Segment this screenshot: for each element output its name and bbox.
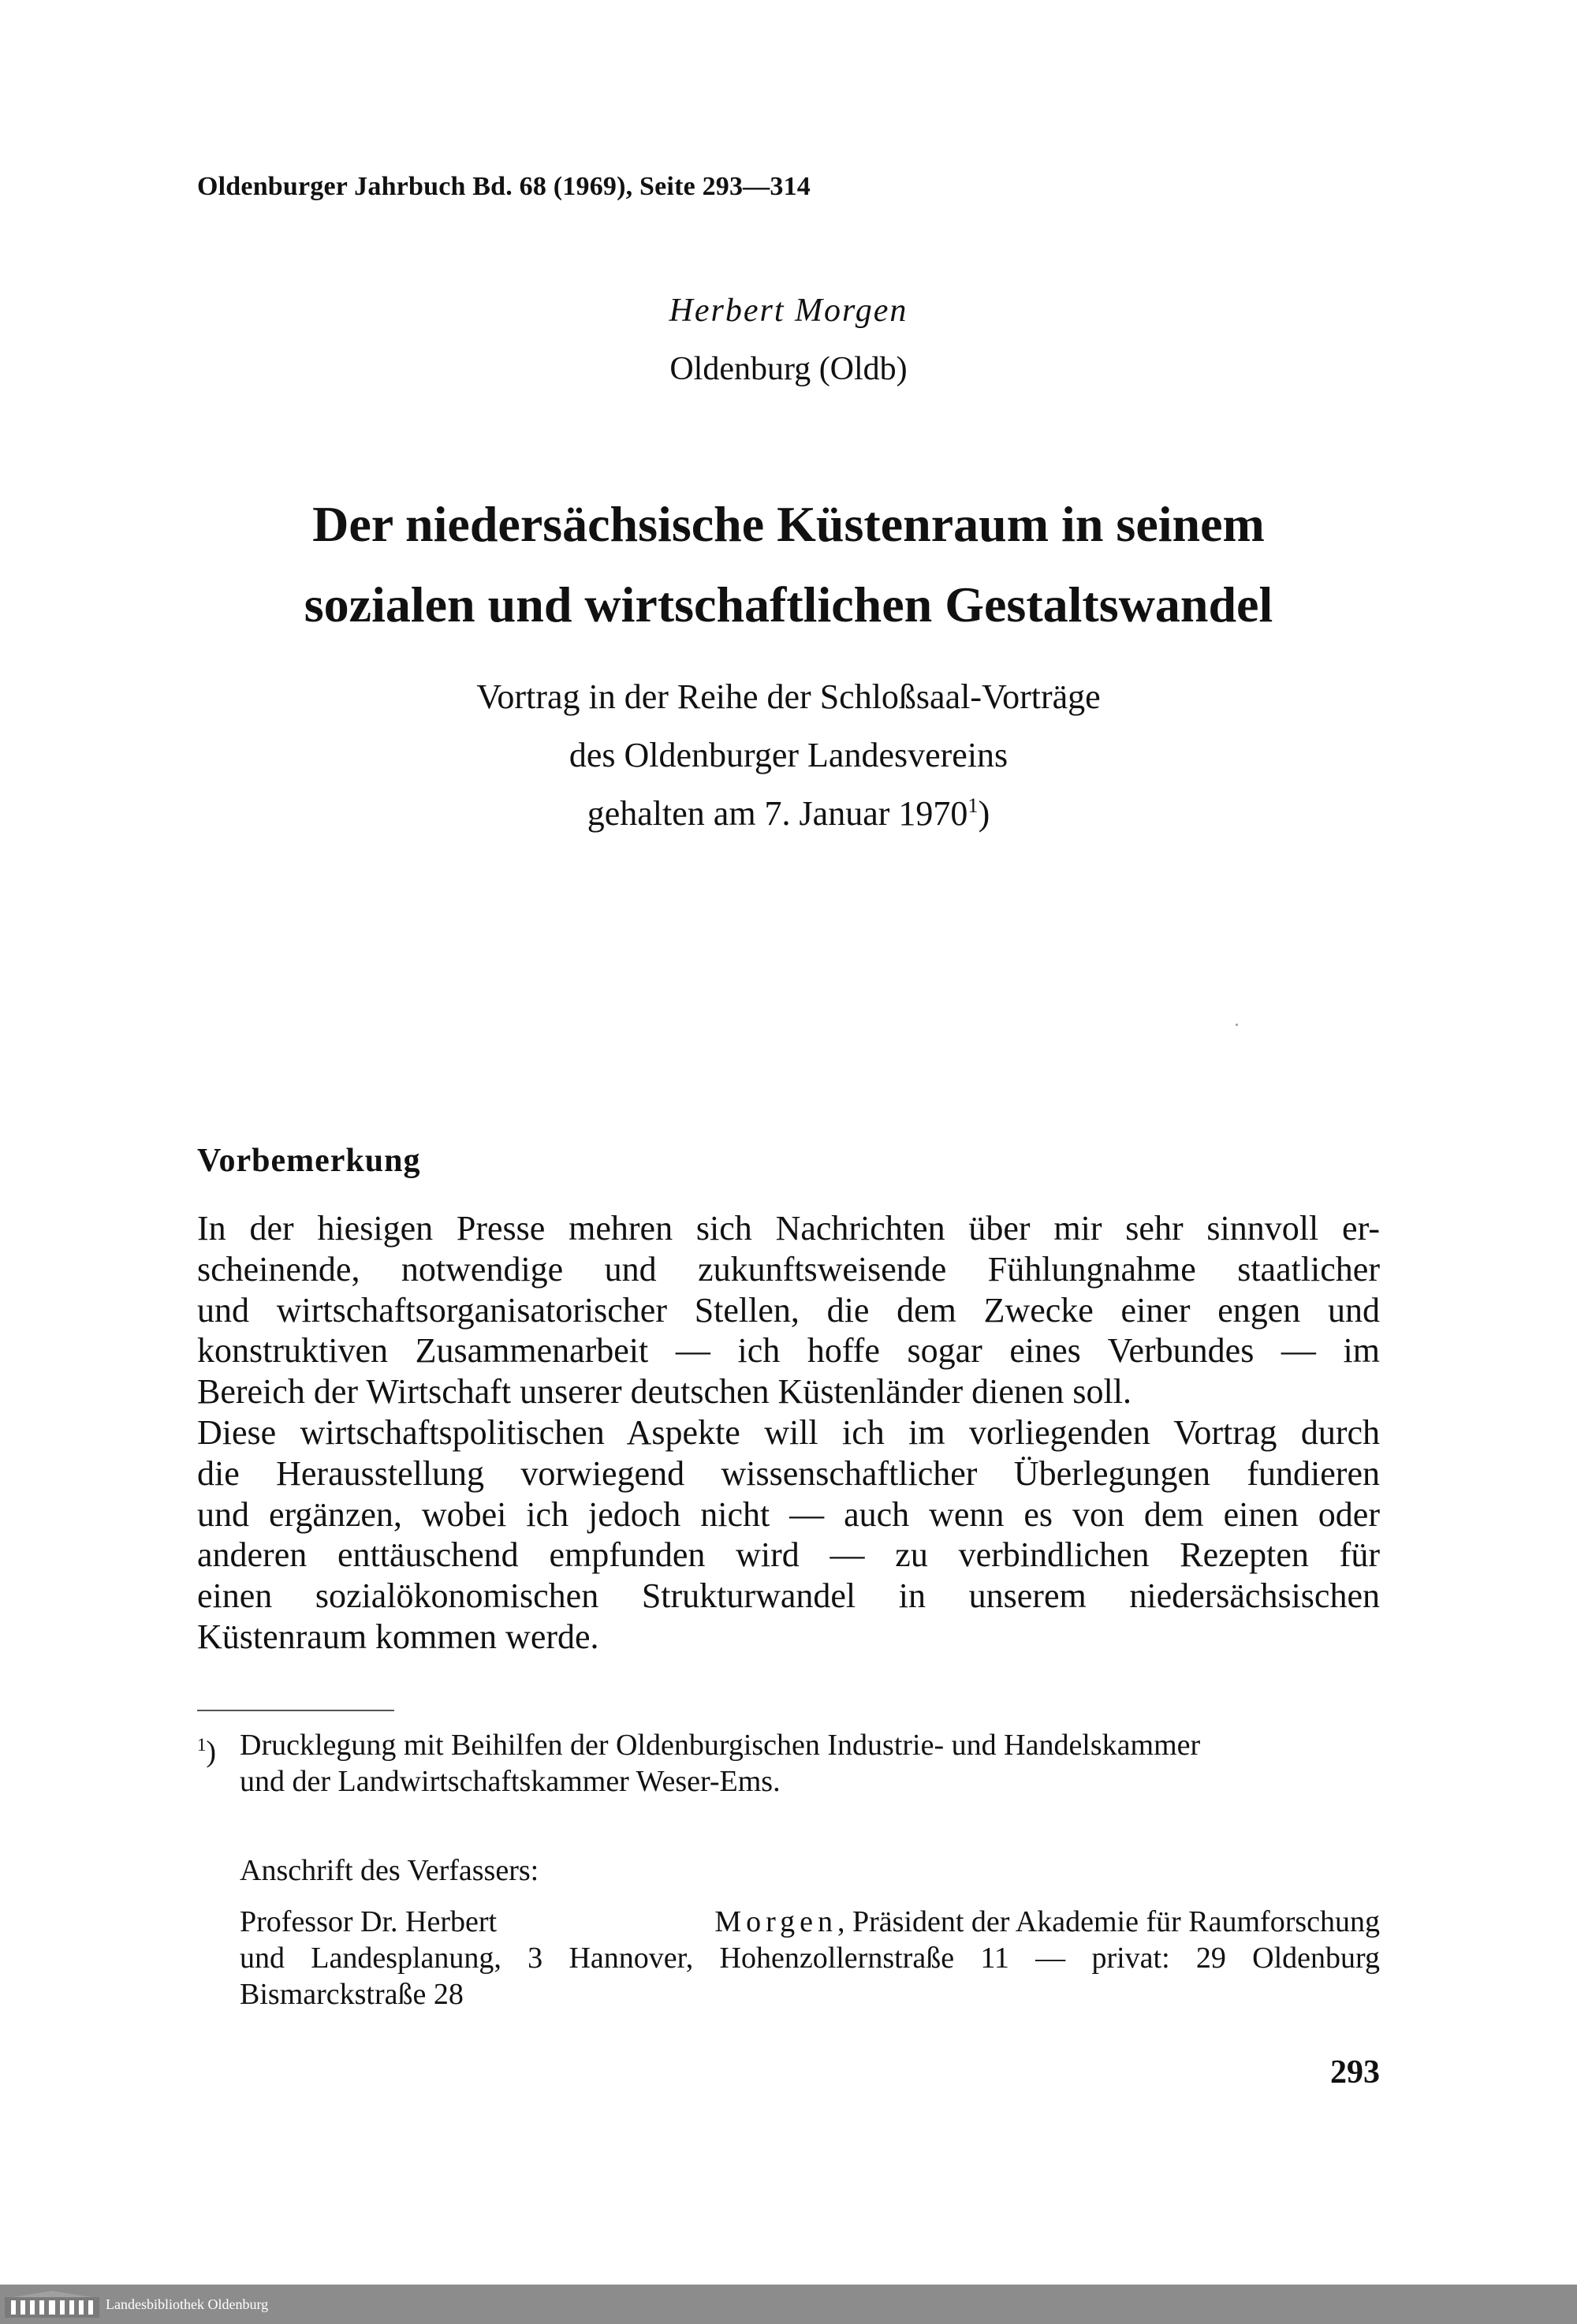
body-line: Diese wirtschaftspolitischen Aspekte will ich im vorliegenden Vortrag durch (197, 1412, 1380, 1452)
footnote (197, 1727, 1380, 1800)
section-heading: Vorbemerkung (197, 1143, 421, 1179)
subtitle-line-3 (0, 793, 1577, 834)
body-line: anderen enttäuschend empfunden wird — zu verbindlichen Rezepten für (197, 1535, 1380, 1575)
body-line: scheinende, notwendige und zukunftsweisende Fühlungnahme staatlicher (197, 1249, 1380, 1289)
footnote-reference-paren: ) (978, 794, 990, 833)
subtitle-line-2: des Oldenburger Landesvereins (569, 736, 1008, 774)
body-line: einen sozialökonomischen Strukturwandel in unserem niedersächsischen (197, 1576, 1380, 1616)
author-address (240, 1904, 1380, 2013)
footnote-line-2: und der Landwirtschaftskammer Weser-Ems. (240, 1765, 781, 1798)
body-line: und ergänzen, wobei ich jedoch nicht — auch wenn es von dem einen oder (197, 1494, 1380, 1534)
library-building-icon (5, 2291, 99, 2318)
article-title-line-1: Der niedersächsische Küstenraum in seinem (312, 496, 1265, 552)
body-line: In der hiesigen Presse mehren sich Nachrichten über mir sehr sinnvoll er- (197, 1209, 1380, 1248)
address-suffix: , Präsident der Akademie für Raumforschung (837, 1905, 1380, 1938)
article-title-line-2: sozialen und wirtschaftlichen Gestaltswandel (304, 576, 1273, 632)
address-line-1 (240, 1904, 1380, 1940)
address-name: Morgen (714, 1905, 837, 1938)
library-footer (0, 2285, 1577, 2324)
subtitle-line-1: Vortrag in der Reihe der Schloßsaal-Vorträge (476, 677, 1101, 716)
body-line: Küstenraum kommen werde. (197, 1617, 599, 1656)
footnote-line-1: Drucklegung mit Beihilfen der Oldenburgischen Industrie- und Handelskammer (240, 1729, 1201, 1762)
body-paragraphs (197, 1208, 1380, 1658)
body-line: konstruktiven Zusammenarbeit — ich hoffe sogar eines Verbundes — im (197, 1331, 1380, 1371)
body-line: die Herausstellung vorwiegend wissenschaftlicher Überlegungen fundieren (197, 1453, 1380, 1493)
library-name[interactable]: Landesbibliothek Oldenburg (106, 2296, 269, 2312)
scan-speck (1236, 1024, 1238, 1026)
address-line-3: Bismarckstraße 28 (240, 1978, 464, 2011)
body-line: und wirtschaftsorganisatorischer Stellen, die dem Zwecke einer engen und (197, 1290, 1380, 1330)
page-number: 293 (1330, 2054, 1380, 2091)
author-place: Oldenburg (Oldb) (669, 351, 908, 387)
author-name: Herbert Morgen (669, 293, 908, 329)
footnote-divider (197, 1710, 394, 1711)
journal-citation: Oldenburger Jahrbuch Bd. 68 (1969), Seite 293—314 (197, 172, 811, 201)
address-label: Anschrift des Verfassers: (240, 1854, 539, 1887)
footnote-reference[interactable]: 1 (967, 793, 979, 818)
footnote-text (240, 1727, 1380, 1800)
footnote-marker: $^1$) (197, 1735, 217, 1769)
address-line-2: und Landesplanung, 3 Hannover, Hohenzollernstraße 11 — privat: 29 Oldenburg (240, 1942, 1380, 1975)
address-prefix: Professor Dr. Herbert (240, 1905, 498, 1938)
body-line: Bereich der Wirtschaft unserer deutschen Küstenländer dienen soll. (197, 1372, 1131, 1412)
subtitle-date-text: gehalten am 7. Januar 1970 (587, 794, 968, 833)
